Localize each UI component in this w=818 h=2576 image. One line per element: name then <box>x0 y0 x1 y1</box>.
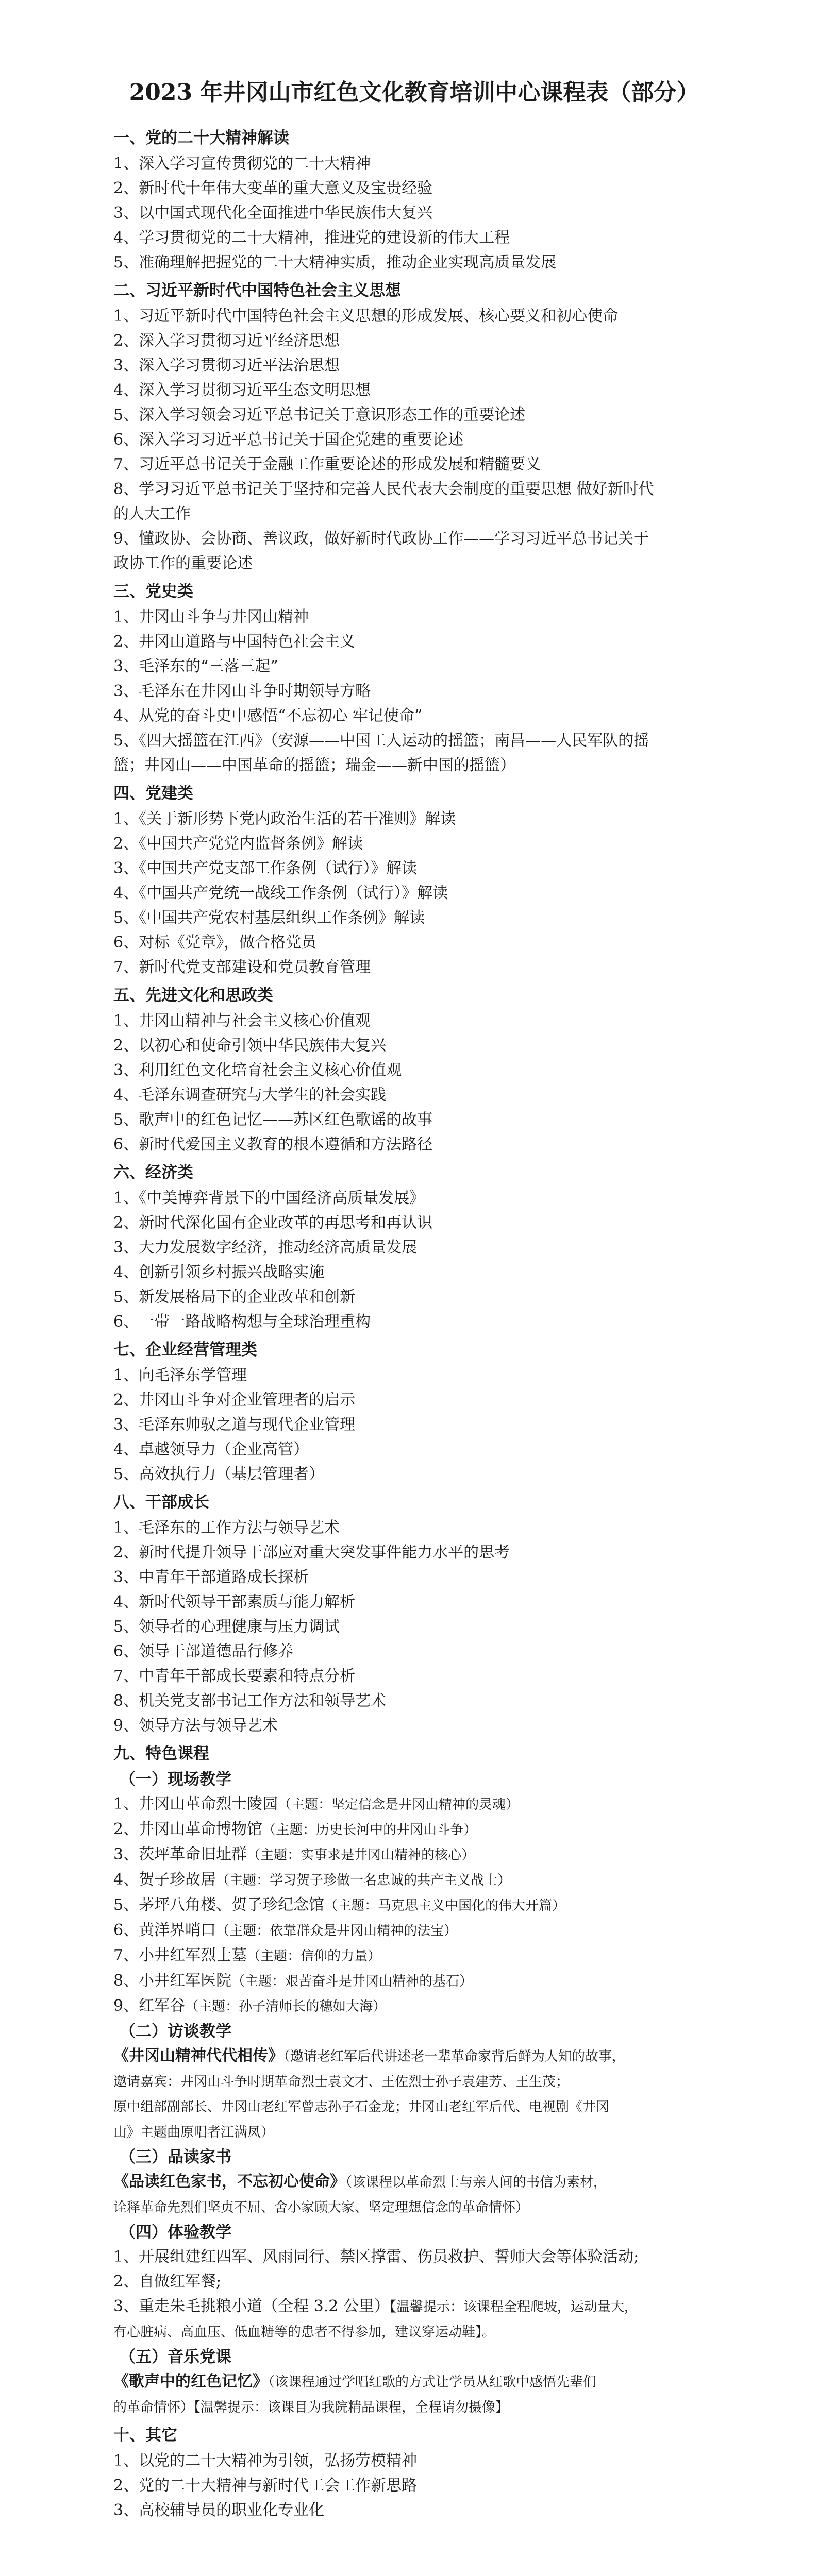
course-item: 7、新时代党支部建设和党员教育管理 <box>113 958 371 976</box>
course-item: 7、中青年干部成长要素和特点分析 <box>113 1667 356 1685</box>
course-note: 山》主题曲原唱者江满凤） <box>113 2125 275 2140</box>
course-item <box>113 1792 715 1817</box>
course-item <box>113 2294 715 2319</box>
course-note: （该课程通过学唱红歌的方式让学员从红歌中感悟先辈们 <box>268 2375 597 2390</box>
course-item <box>113 1994 715 2019</box>
section-heading: 六、经济类 <box>113 1163 193 1182</box>
course-item: 1、向毛泽东学管理 <box>113 1366 247 1384</box>
course-item: 4、学习贯彻党的二十大精神，推进党的建设新的伟大工程 <box>113 229 510 247</box>
course-item: 3、大力发展数字经济，推动经济高质量发展 <box>113 1239 418 1257</box>
course-item: 1、毛泽东的工作方法与领导艺术 <box>113 1519 340 1537</box>
course-list <box>113 126 715 2523</box>
course-item: 6、一带一路战略构想与全球治理重构 <box>113 1313 371 1331</box>
course-item: 4、深入学习贯彻习近平生态文明思想 <box>113 381 371 399</box>
document-title: 2023 年井冈山市红色文化教育培训中心课程表（部分） <box>129 79 699 106</box>
course-item <box>113 2269 715 2294</box>
course-item: 6、对标《党章》，做合格党员 <box>113 934 317 952</box>
course-item <box>113 2245 715 2269</box>
course-item <box>113 2094 715 2120</box>
course-item: 7、习近平总书记关于金融工作重要论述的形成发展和精髓要义 <box>113 455 541 473</box>
course-title: 2、井冈山革命博物馆 <box>113 1820 263 1838</box>
section-heading: 二、习近平新时代中国特色社会主义思想 <box>113 281 401 300</box>
course-title: 9、红军谷 <box>113 1997 186 2015</box>
course-item <box>113 1817 715 1842</box>
course-note: （主题：依靠群众是井冈山精神的法宝） <box>216 1923 458 1939</box>
course-title: 3、茨坪革命旧址群 <box>113 1845 247 1863</box>
section-heading: 九、特色课程 <box>113 1744 209 1763</box>
course-title: 7、小井红军烈士墓 <box>113 1946 247 1964</box>
course-item: 4、新时代领导干部素质与能力解析 <box>113 1593 356 1611</box>
course-item <box>113 2120 715 2145</box>
course-item <box>113 2195 715 2220</box>
course-item: 2、党的二十大精神与新时代工会工作新思路 <box>113 2477 418 2495</box>
course-item: 1、习近平新时代中国特色社会主义思想的形成发展、核心要义和初心使命 <box>113 307 619 325</box>
course-item: 4、创新引领乡村振兴战略实施 <box>113 1263 325 1281</box>
course-item: 3、利用红色文化培育社会主义核心价值观 <box>113 1061 402 1079</box>
course-item: 6、深入学习习近平总书记关于国企党建的重要论述 <box>113 431 464 449</box>
course-title: 5、茅坪八角楼、贺子珍纪念馆 <box>113 1896 325 1914</box>
course-item: 2、新时代深化国有企业改革的再思考和再认识 <box>113 1214 433 1232</box>
course-item <box>113 2170 715 2195</box>
course-title: 1、开展组建红四军、风雨同行、禁区撑雷、伤员救护、誓师大会等体验活动; <box>113 2248 639 2266</box>
course-item: 1、《关于新形势下党内政治生活的若干准则》解读 <box>113 810 456 828</box>
course-item: 2、新时代十年伟大变革的重大意义及宝贵经验 <box>113 179 433 197</box>
course-note: （主题：坚定信念是井冈山精神的灵魂） <box>278 1797 520 1812</box>
course-title: 3、重走朱毛挑粮小道（全程 3.2 公里） <box>113 2297 390 2315</box>
course-item: 1、以党的二十大精神为引领，弘扬劳模精神 <box>113 2452 418 2470</box>
course-item: 2、《中国共产党党内监督条例》解读 <box>113 835 363 853</box>
course-item: 9、领导方法与领导艺术 <box>113 1717 278 1735</box>
course-note: （主题：历史长河中的井冈山斗争） <box>262 1822 477 1838</box>
course-item: 4、《中国共产党统一战线工作条例（试行）》解读 <box>113 884 448 902</box>
course-title: 《品读红色家书，不忘初心使命》 <box>113 2173 345 2191</box>
course-item: 3、深入学习贯彻习近平法治思想 <box>113 357 340 375</box>
course-item: 1、深入学习宣传贯彻党的二十大精神 <box>113 155 371 173</box>
course-item: 1、《中美博弈背景下的中国经济高质量发展》 <box>113 1189 425 1207</box>
subsection-heading: （一）现场教学 <box>120 1770 231 1789</box>
section-heading: 三、党史类 <box>113 582 193 601</box>
section-heading: 八、干部成长 <box>113 1493 209 1512</box>
course-item: 9、懂政协、会协商、善议政，做好新时代政协工作——学习习近平总书记关于 <box>113 530 649 548</box>
course-item: 2、深入学习贯彻习近平经济思想 <box>113 332 340 350</box>
course-item: 篮；井冈山——中国革命的摇篮；瑞金——新中国的摇篮） <box>113 756 515 774</box>
course-item: 的人大工作 <box>113 505 191 523</box>
course-item: 2、井冈山道路与中国特色社会主义 <box>113 633 356 651</box>
course-item <box>113 2395 715 2420</box>
course-item: 3、毛泽东在井冈山斗争时期领导方略 <box>113 682 371 700</box>
subsection-heading: （四）体验教学 <box>120 2223 231 2242</box>
subsection-heading: （五）音乐党课 <box>120 2348 231 2366</box>
course-title: 2、自做红军餐; <box>113 2273 222 2291</box>
course-title: 6、黄洋界哨口 <box>113 1921 216 1939</box>
course-item: 4、毛泽东调查研究与大学生的社会实践 <box>113 1086 387 1104</box>
section-heading: 七、企业经营管理类 <box>113 1341 257 1359</box>
section-heading: 四、党建类 <box>113 784 193 803</box>
course-item: 3、《中国共产党支部工作条例（试行）》解读 <box>113 859 418 877</box>
course-title: 《歌声中的红色记忆》 <box>113 2372 268 2391</box>
subsection-heading: （三）品读家书 <box>120 2148 231 2166</box>
course-item: 5、准确理解把握党的二十大精神实质，推动企业实现高质量发展 <box>113 253 557 272</box>
course-item: 3、以中国式现代化全面推进中华民族伟大复兴 <box>113 204 433 222</box>
course-item: 2、以初心和使命引领中华民族伟大复兴 <box>113 1037 387 1055</box>
course-item: 3、毛泽东帅驭之道与现代企业管理 <box>113 1416 356 1434</box>
course-item: 5、高效执行力（基层管理者） <box>113 1465 325 1483</box>
section-heading: 十、其它 <box>113 2426 177 2445</box>
course-note: 有心脏病、高血压、低血糖等的患者不得参加，建议穿运动鞋】。 <box>113 2325 496 2340</box>
course-title: 《井冈山精神代代相传》 <box>113 2047 283 2065</box>
course-note: 原中组部副部长、井冈山老红军曾志孙子石金龙；井冈山老红军后代、电视剧《井冈 <box>113 2099 610 2115</box>
course-title: 4、贺子珍故居 <box>113 1871 216 1889</box>
course-note: （主题：学习贺子珍做一名忠诚的共产主义战士） <box>216 1873 511 1888</box>
course-note: （主题：实事求是井冈山精神的核心） <box>247 1848 475 1863</box>
course-item: 2、井冈山斗争对企业管理者的启示 <box>113 1391 356 1409</box>
course-item <box>113 2369 715 2395</box>
course-item <box>113 1918 715 1943</box>
course-note: （主题：马克思主义中国化的伟大开篇） <box>324 1898 566 1913</box>
course-item: 5、《中国共产党农村基层组织工作条例》解读 <box>113 909 425 927</box>
course-item <box>113 1969 715 1994</box>
course-item: 3、中青年干部道路成长探析 <box>113 1568 309 1586</box>
course-note: （该课程以革命烈士与亲人间的书信为素材， <box>345 2175 607 2190</box>
course-item: 2、新时代提升领导干部应对重大突发事件能力水平的思考 <box>113 1544 510 1562</box>
course-note: 诠释革命先烈们坚贞不屈、舍小家顾大家、坚定理想信念的革命情怀） <box>113 2200 529 2215</box>
course-item: 6、领导干部道德品行修养 <box>113 1642 294 1660</box>
course-item: 5、新发展格局下的企业改革和创新 <box>113 1288 356 1306</box>
course-item: 5、歌声中的红色记忆——苏区红色歌谣的故事 <box>113 1111 433 1129</box>
course-item: 3、高校辅导员的职业化专业化 <box>113 2501 325 2519</box>
course-item <box>113 1943 715 1969</box>
course-item: 4、从党的奋斗史中感悟“不忘初心 牢记使命” <box>113 707 423 725</box>
course-item: 5、《四大摇篮在江西》（安源——中国工人运动的摇篮；南昌——人民军队的摇 <box>113 732 649 750</box>
subsection-heading: （二）访谈教学 <box>120 2022 231 2041</box>
course-item: 8、学习习近平总书记关于坚持和完善人民代表大会制度的重要思想 做好新时代 <box>113 480 654 498</box>
course-item: 4、卓越领导力（企业高管） <box>113 1440 309 1459</box>
course-note: （主题：信仰的力量） <box>247 1948 381 1964</box>
course-title: 8、小井红军医院 <box>113 1972 232 1990</box>
course-item: 5、深入学习领会习近平总书记关于意识形态工作的重要论述 <box>113 406 526 424</box>
course-note: 邀请嘉宾：井冈山斗争时期革命烈士袁文才、王佐烈士孙子袁建芳、王生茂； <box>113 2074 570 2090</box>
course-item <box>113 1893 715 1918</box>
course-note: （邀请老红军后代讲述老一辈革命家背后鲜为人知的故事， <box>283 2049 626 2064</box>
course-item: 1、井冈山精神与社会主义核心价值观 <box>113 1012 371 1030</box>
course-item <box>113 2044 715 2069</box>
section-heading: 五、先进文化和思政类 <box>113 986 273 1005</box>
section-heading: 一、党的二十大精神解读 <box>113 129 289 147</box>
course-item: 政协工作的重要论述 <box>113 554 253 572</box>
course-note: 的革命情怀）【温馨提示：该课目为我院精品课程，全程请勿摄像】 <box>113 2400 509 2415</box>
course-note: 【温馨提示：该课程全程爬坡，运动量大， <box>389 2299 638 2315</box>
course-note: （主题：艰苦奋斗是井冈山精神的基石） <box>231 1974 473 1989</box>
course-title: 1、井冈山革命烈士陵园 <box>113 1795 278 1813</box>
course-item <box>113 2069 715 2094</box>
course-item: 3、毛泽东的“三落三起” <box>113 657 278 675</box>
course-item <box>113 1868 715 1893</box>
course-item <box>113 2319 715 2345</box>
course-item: 1、井冈山斗争与井冈山精神 <box>113 608 309 626</box>
course-item: 5、领导者的心理健康与压力调试 <box>113 1618 340 1636</box>
course-item: 8、机关党支部书记工作方法和领导艺术 <box>113 1692 387 1710</box>
course-item: 6、新时代爱国主义教育的根本遵循和方法路径 <box>113 1136 433 1154</box>
course-note: （主题：孙子清师长的穗如大海） <box>185 1999 387 2014</box>
course-item <box>113 1842 715 1868</box>
